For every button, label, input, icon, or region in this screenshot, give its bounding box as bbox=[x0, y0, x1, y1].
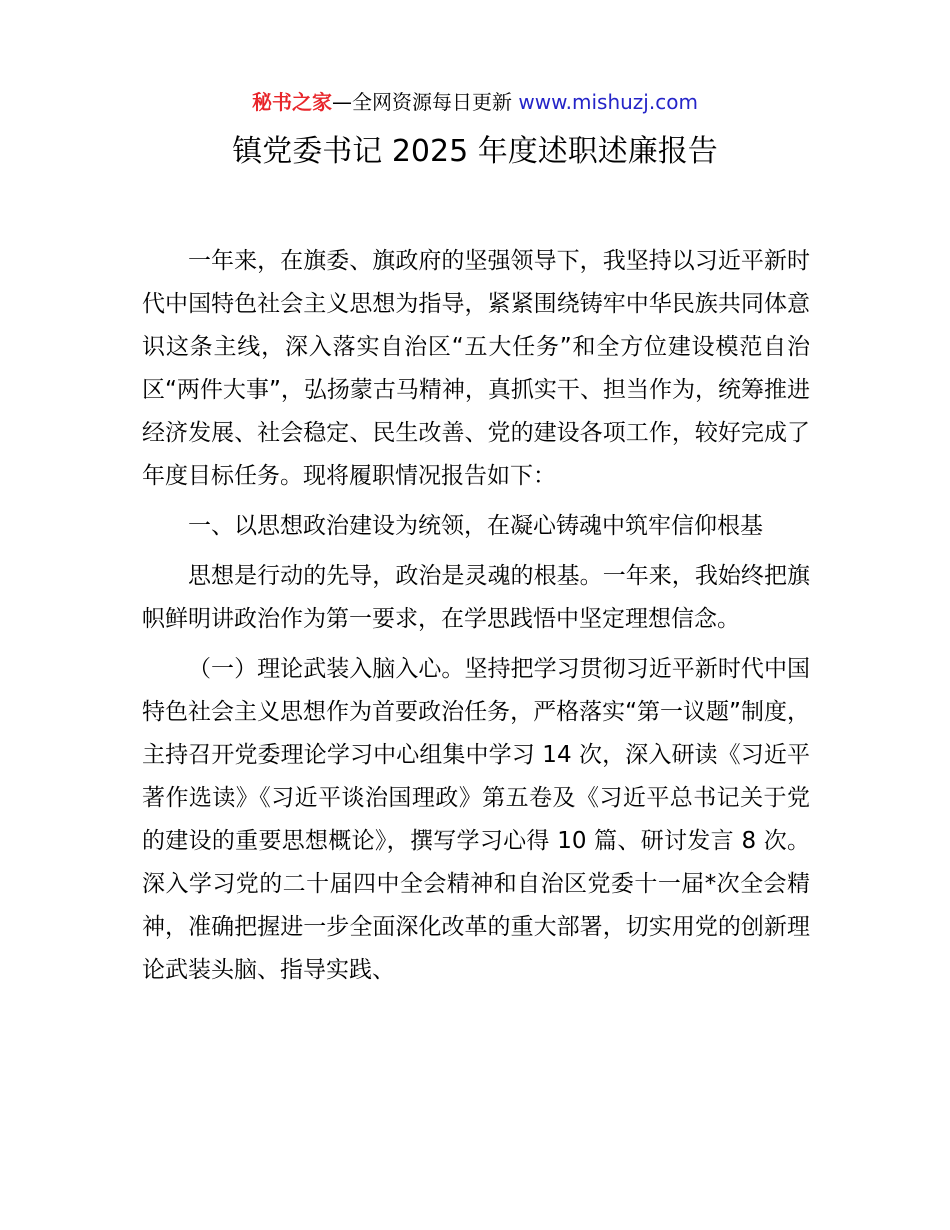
section-heading: 一、以思想政治建设为统领，在凝心铸魂中筑牢信仰根基 bbox=[188, 513, 763, 539]
intro-paragraph: 一年来，在旗委、旗政府的坚强领导下，我坚持以习近平新时代中国特色社会主义思想为指导，紧紧围绕铸牢中华民族共同体意识这条主线，深入落实自治区“五大任务”和全方位建设模范自治区“两件大事”，弘扬蒙古马精神，真抓实干、担当作为，统筹推进经济发展、社会稳定、民生改善、党的建设各项工作，较好完成了年度目标任务。现将履职情况报告如下： bbox=[142, 248, 810, 489]
document-title: 镇党委书记 2025 年度述职述廉报告 bbox=[232, 134, 718, 169]
watermark-header bbox=[0, 88, 950, 116]
subsection-paragraph: （一）理论武装入脑入心。坚持把学习贯彻习近平新时代中国特色社会主义思想作为首要政治任务，严格落实“第一议题”制度，主持召开党委理论学习中心组集中学习 14 次，深入研读《习近平著作选读》《习近平谈治国理政》第五卷及《习近平总书记关于党的建设的重要思想概论》，撰写学习心得 10 篇、研讨发言 8 次。深入学习党的二十届四中全会精神和自治区党委十一届*次全会精神，准确把握进一步全面深化改革的重大部署，切实用党的创新理论武装头脑、指导实践、 bbox=[142, 656, 810, 983]
section-intro-paragraph: 思想是行动的先导，政治是灵魂的根基。一年来，我始终把旗帜鲜明讲政治作为第一要求，在学思践悟中坚定理想信念。 bbox=[142, 563, 810, 632]
site-tagline: —全网资源每日更新 bbox=[332, 90, 519, 114]
site-name: 秘书之家 bbox=[252, 90, 333, 114]
document-body bbox=[142, 240, 810, 999]
site-url-link[interactable]: www.mishuzj.com bbox=[518, 90, 698, 114]
